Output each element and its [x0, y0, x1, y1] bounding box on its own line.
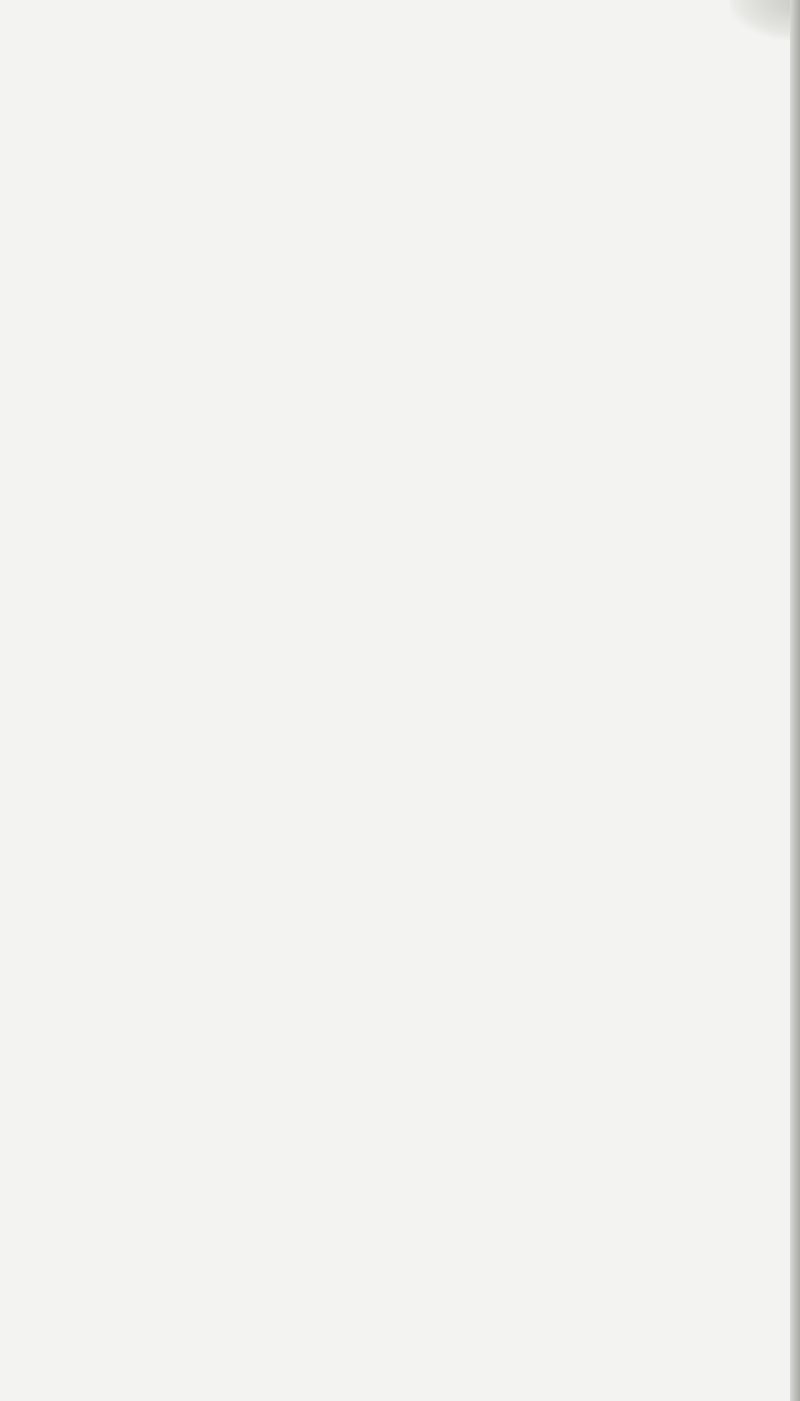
- observatio-heading: [62, 72, 772, 100]
- page-header: [62, 28, 767, 68]
- page-edge: [790, 0, 800, 1401]
- page-body: [62, 68, 772, 110]
